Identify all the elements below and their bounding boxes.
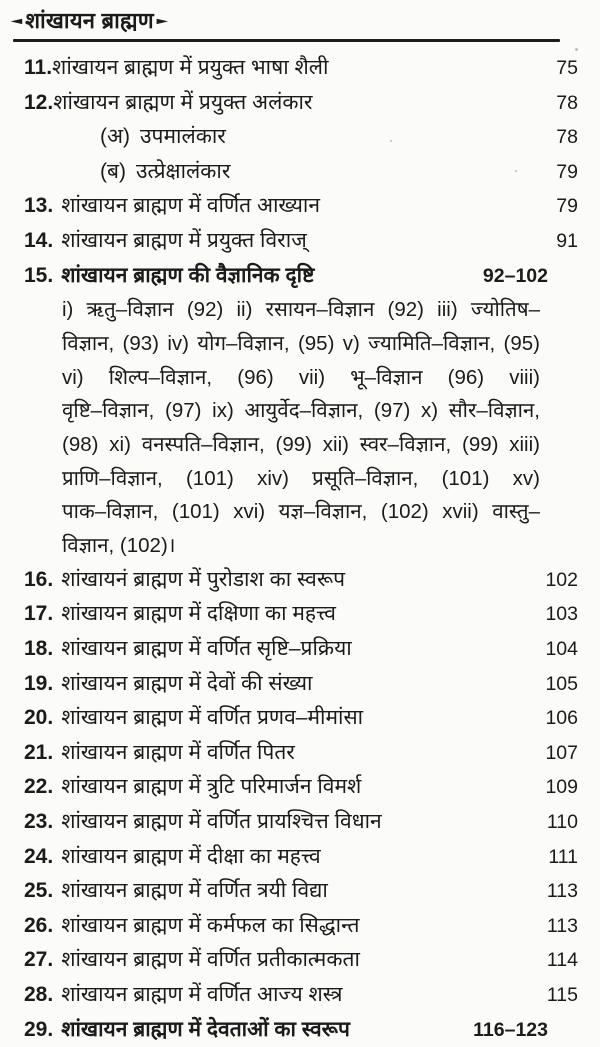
entry-number: 29. <box>24 1018 53 1041</box>
entry-page-number: 113 <box>524 875 578 909</box>
toc-entry <box>0 155 600 190</box>
entry-page-number: 110 <box>524 806 578 840</box>
entry-title: शांखायन ब्राह्मण की वैज्ञानिक दृष्टि <box>61 264 314 287</box>
toc-entry-text <box>24 1013 468 1047</box>
entry-number: 16. <box>24 568 53 591</box>
entry-number: (ब) <box>100 160 126 183</box>
toc-entry-text <box>24 667 524 701</box>
toc-entry <box>0 86 600 121</box>
toc-entry-text <box>24 874 524 908</box>
toc-entry-text <box>24 86 524 120</box>
toc-entry-text <box>24 909 524 943</box>
entry-number: 25. <box>24 879 53 902</box>
toc-entry-text <box>24 805 524 839</box>
detail-line: प्राणि–विज्ञान, (101) xiv) प्रसूति–विज्ञान, (101) xv) <box>62 462 540 496</box>
entry-title: शांखायन ब्राह्मण में प्रयुक्त विराज् <box>61 229 307 252</box>
entry-page-number: 116–123 <box>468 1014 548 1047</box>
toc-entry-text <box>24 632 524 666</box>
entry-page-number: 79 <box>524 190 578 224</box>
entry-number: 13. <box>24 194 53 217</box>
entry-number: 19. <box>24 672 53 695</box>
entry-title: उत्प्रेक्षालंकार <box>136 160 230 183</box>
toc-entry-text <box>100 155 524 189</box>
entry-title: शांखायन ब्राह्मण में प्रयुक्त भाषा शैली <box>52 56 328 79</box>
entry-page-number: 114 <box>524 944 578 978</box>
entry-number: 26. <box>24 914 53 937</box>
scan-speckle <box>575 48 578 51</box>
toc-entry-text <box>24 701 524 735</box>
toc-entry <box>0 840 600 875</box>
entry-page-number: 115 <box>524 979 578 1013</box>
entry-title: शांखायन ब्राह्मण में देवताओं का स्वरूप <box>61 1018 350 1041</box>
entry-page-number: 104 <box>524 633 578 667</box>
entry-title: शांखायन ब्राह्मण में देवों की संख्या <box>61 672 312 695</box>
toc-entry <box>0 597 600 632</box>
entry-title: शांखायन ब्राह्मण में वर्णित सृष्टि–प्रक्रिया <box>61 637 351 660</box>
detail-line: विज्ञान, (93) iv) योग–विज्ञान, (95) v) ज्यामिति–विज्ञान, (95) <box>62 327 540 361</box>
scan-speckle <box>515 170 517 172</box>
entry-number: 28. <box>24 983 53 1006</box>
header-rule <box>13 39 560 42</box>
entry-page-number: 79 <box>524 156 578 190</box>
toc-entry <box>0 667 600 702</box>
entry-page-number: 91 <box>524 225 578 259</box>
entry-number: 27. <box>24 948 53 971</box>
toc-entry <box>0 563 600 598</box>
entry-number: (अ) <box>100 125 130 148</box>
toc-entry <box>0 1013 600 1047</box>
entry-page-number: 113 <box>524 910 578 944</box>
entry-number: 24. <box>24 845 53 868</box>
entry-title: शांखायन ब्राह्मण में कर्मफल का सिद्धान्त <box>61 914 359 937</box>
page-title: शांखायन ब्राह्मण <box>25 8 154 34</box>
scan-speckle <box>390 140 392 142</box>
entry-title: शांखायन ब्राह्मण में वर्णित त्रयी विद्या <box>61 879 328 902</box>
entry-number: 22. <box>24 775 53 798</box>
detail-line: पाक–विज्ञान, (101) xvi) यज्ञ–विज्ञान, (102) xvii) वास्तु– <box>62 495 540 529</box>
toc-entry <box>0 701 600 736</box>
entry-number: 23. <box>24 810 53 833</box>
entry-title: शांखायन ब्राह्मण में दीक्षा का महत्त्व <box>61 845 320 868</box>
toc-entry <box>0 259 600 294</box>
toc-entry-text <box>24 943 524 977</box>
toc-entry <box>0 909 600 944</box>
entry-title: शांखायनं ब्राह्मण में पुरोडाश का स्वरूप <box>61 568 345 591</box>
entry-title: शांखायन ब्राह्मण में वर्णित आख्यान <box>61 194 320 217</box>
detail-line: vi) शिल्प–विज्ञान, (96) vii) भू–विज्ञान (96) viii) <box>62 361 540 395</box>
toc-entry-text <box>24 770 524 804</box>
entry-page-number: 105 <box>524 668 578 702</box>
entry-number: 21. <box>24 741 53 764</box>
entry-page-number: 109 <box>524 771 578 805</box>
toc-entry-text <box>24 563 524 597</box>
entry-title: शांखायन ब्राह्मण में वर्णित आज्य शस्त्र <box>61 983 342 1006</box>
toc-entry <box>0 632 600 667</box>
entry-page-number: 92–102 <box>468 260 548 294</box>
entry-page-number: 106 <box>524 702 578 736</box>
entry-page-number: 78 <box>524 87 578 121</box>
toc-entry <box>0 120 600 155</box>
entry-title: शांखायन ब्राह्मण में वर्णित प्रणव–मीमांसा <box>61 706 363 729</box>
toc-entry-text <box>24 597 524 631</box>
entry-page-number: 78 <box>524 121 578 155</box>
entry-page-number: 75 <box>524 52 578 86</box>
detail-line: विज्ञान, (102)। <box>62 529 540 563</box>
entry-title: शांखायन ब्राह्मण में वर्णित पितर <box>61 741 295 764</box>
entry-number: 11. <box>24 56 52 79</box>
detail-line: i) ऋतु–विज्ञान (92) ii) रसायन–विज्ञान (92) iii) ज्योतिष– <box>62 293 540 327</box>
entry-title: शांखायन ब्राह्मण में वर्णित प्रतीकात्मकता <box>61 948 360 971</box>
toc-entry <box>0 770 600 805</box>
entry-page-number: 107 <box>524 737 578 771</box>
toc-entry-text <box>24 736 524 770</box>
entry-title: शांखायन ब्राह्मण में त्रुटि परिमार्जन विमर्श <box>61 775 361 798</box>
entry-page-number: 102 <box>524 564 578 598</box>
entry-number: 15. <box>24 264 53 287</box>
entry-number: 17. <box>24 602 53 625</box>
toc-entry-text <box>24 840 524 874</box>
toc-entry <box>0 874 600 909</box>
toc-entry <box>0 805 600 840</box>
toc-entry-text <box>24 189 524 223</box>
entry-title: शांखायन ब्राह्मण में वर्णित प्रायश्चित्त विधान <box>61 810 382 833</box>
detail-line: वृष्टि–विज्ञान, (97) ix) आयुर्वेद–विज्ञान, (97) x) सौर–विज्ञान, <box>62 394 540 428</box>
toc-entry <box>0 943 600 978</box>
page-header <box>0 8 600 34</box>
entry-title: शांखायन ब्राह्मण में प्रयुक्त अलंकार <box>53 91 312 114</box>
toc-entry <box>0 978 600 1013</box>
leaf-ornament-right-icon: ► <box>153 12 173 30</box>
toc-entry <box>0 51 600 86</box>
toc-entry-text <box>24 51 524 85</box>
detail-line: (98) xi) वनस्पति–विज्ञान, (99) xii) स्वर–विज्ञान, (99) xiii) <box>62 428 540 462</box>
toc-entry-text <box>24 224 524 258</box>
toc-entry-text <box>24 978 524 1012</box>
toc-entry <box>0 224 600 259</box>
entry-page-number: 103 <box>524 598 578 632</box>
entry-details <box>62 293 540 563</box>
entry-page-number: 111 <box>524 841 578 875</box>
toc-list <box>0 51 600 1047</box>
entry-title: शांखायन ब्राह्मण में दक्षिणा का महत्त्व <box>61 602 336 625</box>
entry-number: 14. <box>24 229 53 252</box>
toc-entry <box>0 736 600 771</box>
entry-number: 20. <box>24 706 53 729</box>
toc-entry-text <box>100 120 524 154</box>
toc-entry <box>0 189 600 224</box>
leaf-ornament-left-icon: ◄ <box>7 12 27 30</box>
entry-number: 12. <box>24 91 53 114</box>
entry-number: 18. <box>24 637 53 660</box>
toc-entry-text <box>24 259 468 293</box>
entry-title: उपमालंकार <box>140 125 226 148</box>
